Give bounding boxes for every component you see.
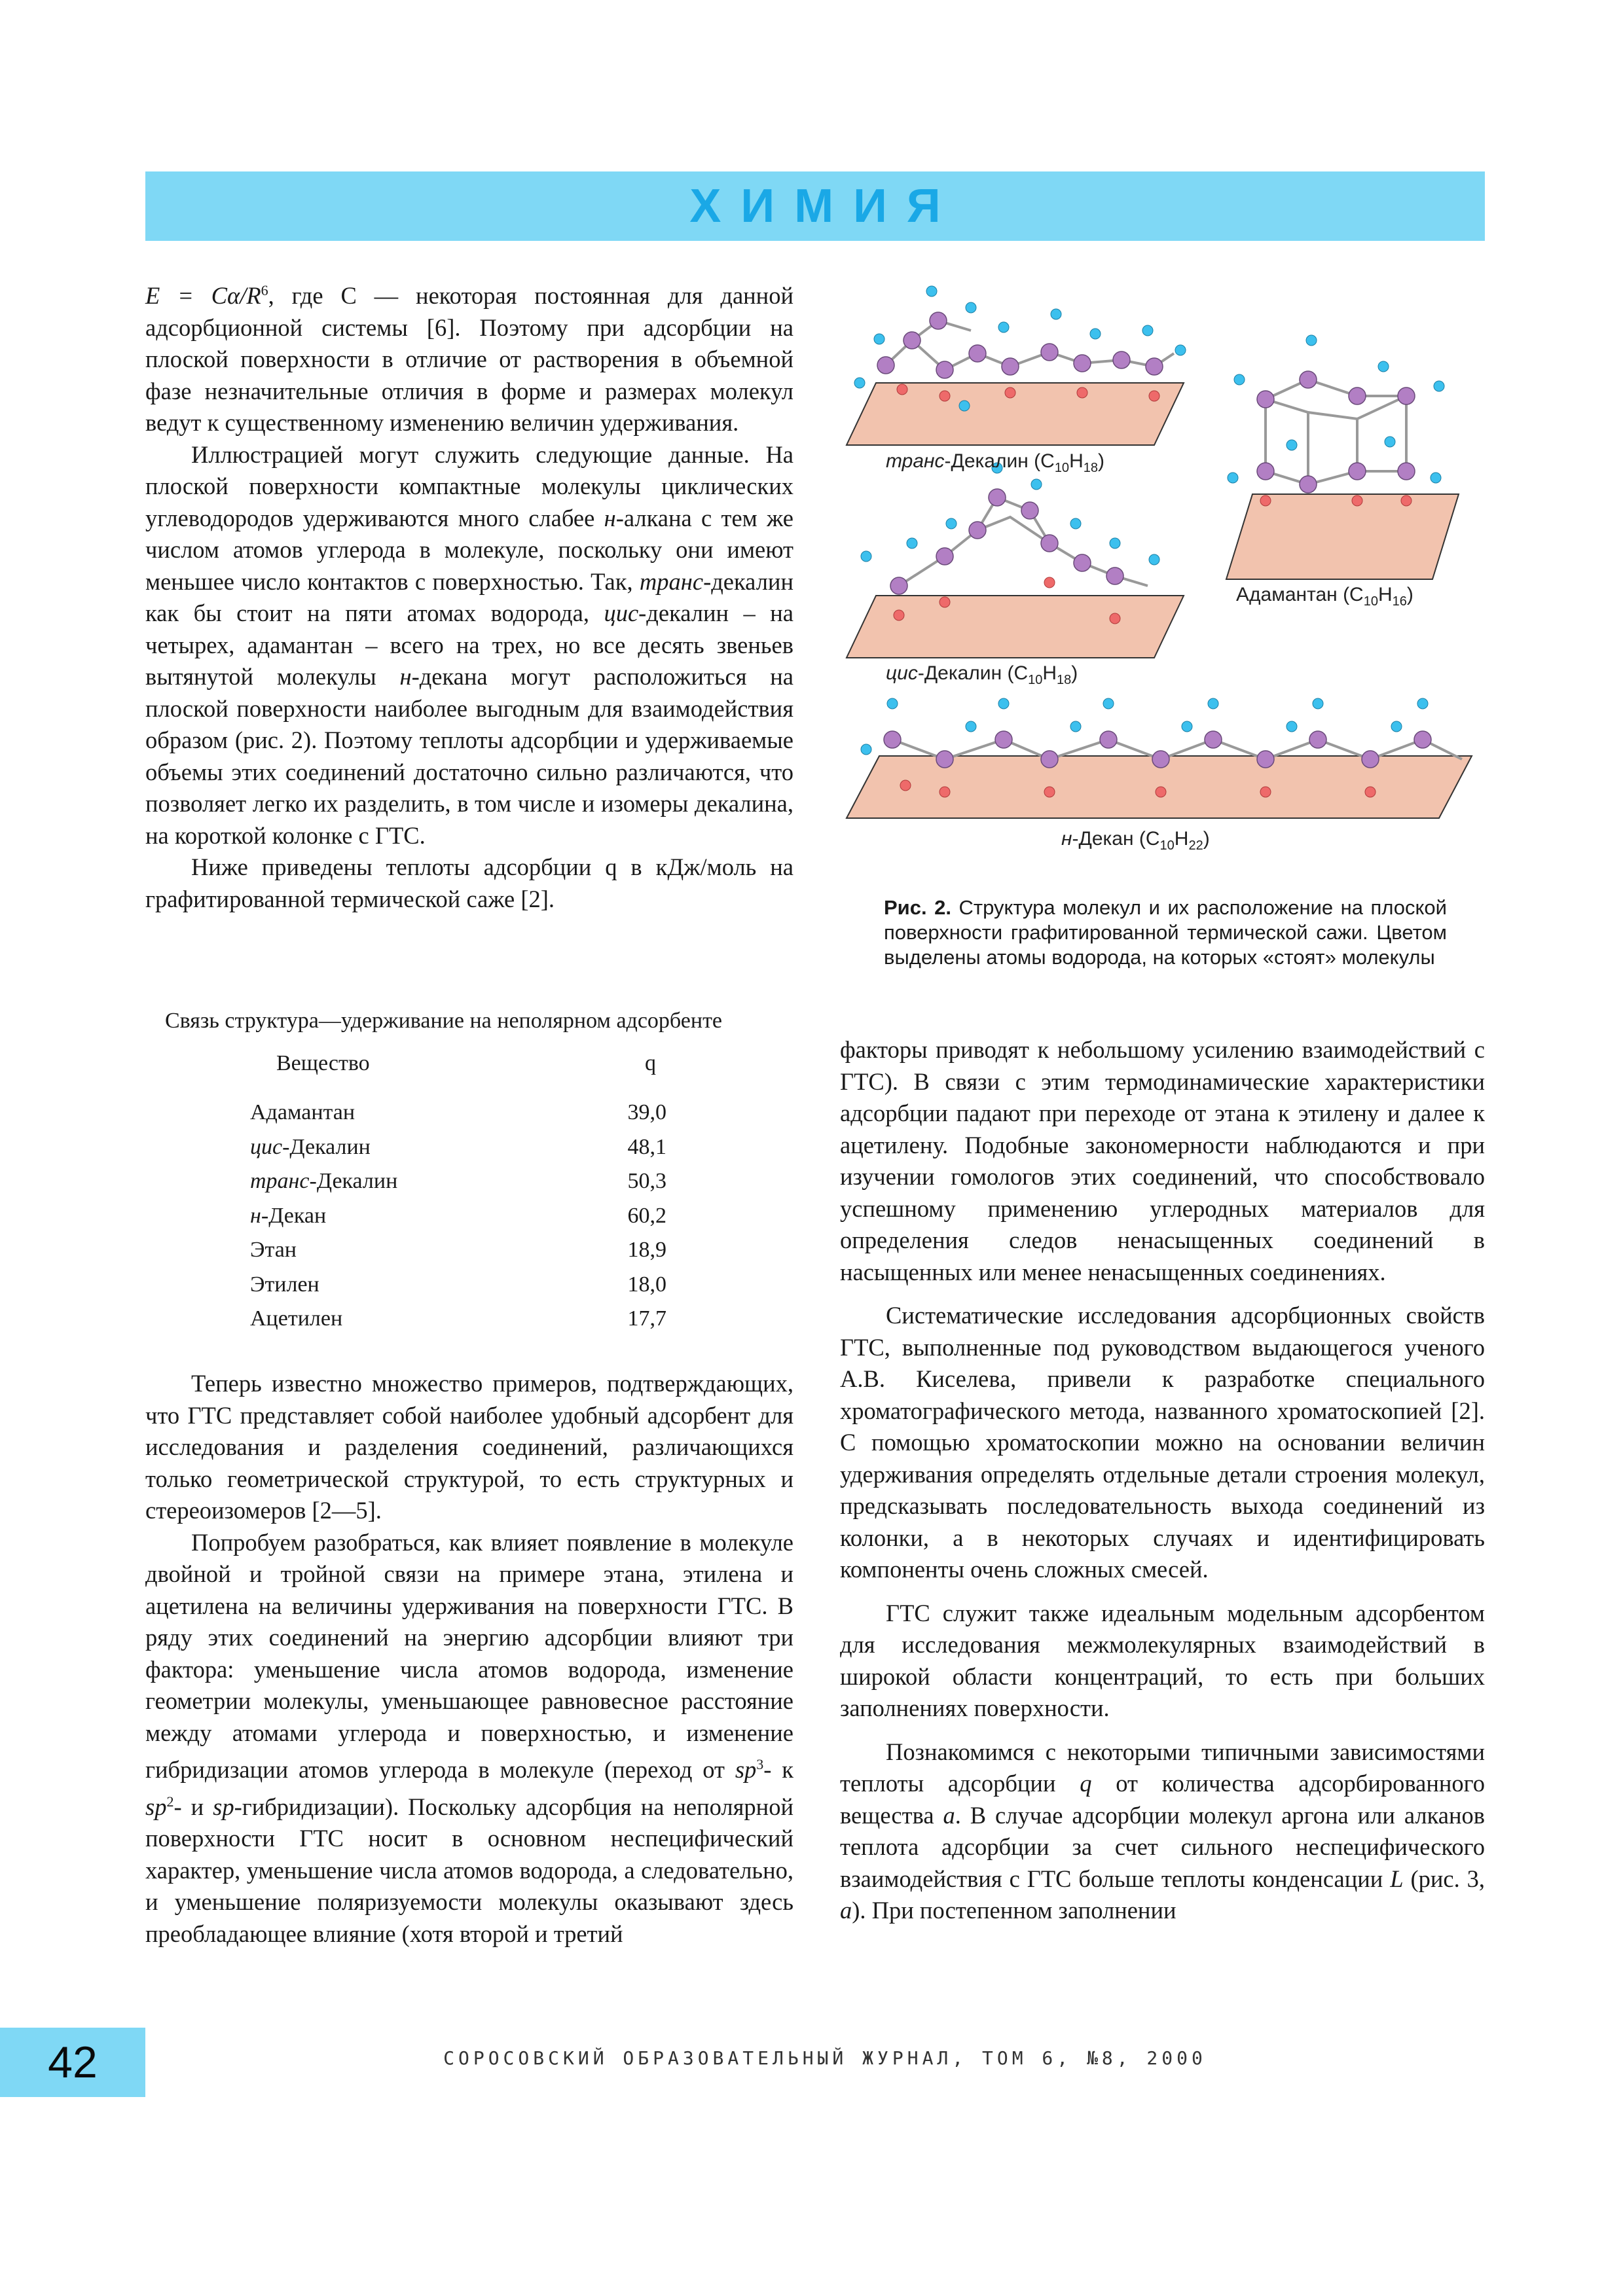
cell-q: 18,0 bbox=[627, 1272, 666, 1297]
paragraph: Попробуем разобраться, как влияет появление в молекуле двойной и тройной связи на примере этана, этилена и ацетилена на величины удерживания на поверхности ГТС. В ряду этих соединений на энергию адсорбции влияют три фактора: уменьшение числа атомов водорода, изменение геометрии молекулы, уменьшающее равновесное расстояние между атомами углерода и поверхностью, и изменение гибридизации атомов углерода в молекуле (переход от $sp^3-$ к $sp^2-$ и sp-гибридизации). Поскольку адсорбция на неполярной поверхности ГТС носит в основном неспецифический характер, уменьшение числа атомов водорода, а следовательно, и уменьшение поляризуемости молекулы оказывают здесь преобладающее влияние (хотя второй и третий bbox=[145, 1528, 794, 1947]
section-title: ХИМИЯ bbox=[689, 180, 960, 232]
left-column-bottom bbox=[145, 1368, 793, 1950]
paragraph: факторы приводят к небольшому усилению взаимодействий с ГТС). В связи с этим термодинамические характеристики адсорбции падают при переходе от этана к этилену и далее к ацетилену. Подобные закономерности наблюдаются и при изучении гомологов этих соединений, что способствовало успешному применению углеродных материалов для определения следов ненасыщенных соединений в насыщенных или менее ненасыщенных соединениях. bbox=[840, 1036, 1485, 1285]
cell-substance: цис-Декалин bbox=[250, 1134, 371, 1159]
cell-substance: н-Декан bbox=[250, 1203, 327, 1228]
section-header bbox=[145, 171, 1485, 241]
cell-q: 39,0 bbox=[627, 1100, 666, 1125]
table-row bbox=[250, 1233, 666, 1268]
cell-substance: Этан bbox=[250, 1238, 297, 1263]
table-row bbox=[250, 1199, 666, 1234]
table-header-row bbox=[250, 1049, 666, 1096]
molecule-illustration bbox=[840, 268, 1485, 857]
label-cis-decalin: цис-Декалин $(C_{10}H_{18})$ bbox=[886, 662, 1078, 687]
paragraph: Иллюстрацией могут служить следующие данные. На плоской поверхности компактные молекулы циклических углеводородов удерживаются много слабее н-алкана с тем же числом атомов углерода в молекуле, поскольку они имеют меньшее число контактов с поверхностью. Так, транс-декалин как бы стоит на пяти атомах водорода, цис-декалин – на четырех, адамантан – всего на трех, но все десять звеньев вытянутой молекулы н-декана могут расположиться на плоской поверхности наиболее выгодным для взаимодействия образом (рис. 2). Поэтому теплоты адсорбции и удерживаемые объемы этих соединений достаточно сильно различаются, что позволяет легко их разделить, в том числе и изомеры декалина, на короткой колонке с ГТС. bbox=[145, 440, 794, 849]
data-table bbox=[250, 1049, 666, 1336]
paragraph: $E = C\alpha/R^6$, где C — некоторая постоянная для данной адсорбционной системы [6]. Поэтому при адсорбции на плоской поверхности в отличие от растворения в объемной фазе незначительные отличия в форме и размерах молекул ведут к существенному изменению величин удерживания. bbox=[145, 282, 793, 437]
data-table-block bbox=[145, 1007, 793, 1331]
header-q: q bbox=[645, 1051, 656, 1075]
paragraph: Познакомимся с некоторыми типичными зависимостями теплоты адсорбции q от количества адсорбированного вещества a. В случае адсорбции молекул аргона или алканов теплота адсорбции за счет сильного неспецифического взаимодействия с ГТС больше теплоты конденсации L (рис. 3, а). При постепенном заполнении bbox=[840, 1738, 1486, 1924]
cell-q: 60,2 bbox=[627, 1203, 666, 1228]
right-column bbox=[840, 1034, 1485, 1927]
page-number: 42 bbox=[48, 2037, 98, 2087]
header-substance: Вещество bbox=[276, 1051, 370, 1075]
cell-q: 17,7 bbox=[627, 1306, 666, 1331]
label-trans-decalin: транс-Декалин $(C_{10}H_{18})$ bbox=[886, 450, 1104, 475]
table-caption: Связь структура—удерживание на неполярном адсорбенте bbox=[165, 1009, 723, 1033]
cell-q: 18,9 bbox=[627, 1238, 666, 1263]
paragraph: Систематические исследования адсорбционных свойств ГТС, выполненные под руководством выдающегося ученого А.В. Киселева, привели к разработке специального хроматографического метода, названного хроматоскопией [2]. С помощью хроматоскопии можно на основании величин удерживания определять отдельные детали строения молекул, предсказывать последовательность выхода соединений из колонки, а в некоторых случаях и идентифицировать компоненты очень сложных смесей. bbox=[840, 1302, 1485, 1583]
cell-q: 50,3 bbox=[627, 1169, 666, 1194]
cell-q: 48,1 bbox=[627, 1134, 666, 1159]
cell-substance: Ацетилен bbox=[250, 1306, 343, 1331]
table-row bbox=[250, 1130, 666, 1165]
table-row bbox=[250, 1302, 666, 1336]
paragraph: Теперь известно множество примеров, подтверждающих, что ГТС представляет собой наиболее удобный адсорбент для исследования и разделения соединений, различающихся только геометрической структурой, то есть структурных и стереоизомеров [2—5]. bbox=[145, 1370, 793, 1524]
cell-substance: Этилен bbox=[250, 1272, 319, 1297]
cell-substance: Адамантан bbox=[250, 1100, 356, 1125]
left-column-top bbox=[145, 275, 793, 915]
label-n-decane: н-Декан $(C_{10}H_{22})$ bbox=[1061, 828, 1210, 853]
page-number-box bbox=[0, 2028, 145, 2097]
table-row bbox=[250, 1268, 666, 1302]
figure-caption: Рис. 2. Структура молекул и их расположение на плоской поверхности графитированной термической сажи. Цветом выделены атомы водорода, на которых «стоят» молекулы bbox=[884, 896, 1447, 969]
table-row bbox=[250, 1164, 666, 1199]
table-row bbox=[250, 1096, 666, 1130]
cell-substance: транс-Декалин bbox=[250, 1169, 398, 1194]
molecule-figure bbox=[840, 268, 1485, 857]
journal-footer: СОРОСОВСКИЙ ОБРАЗОВАТЕЛЬНЫЙ ЖУРНАЛ, ТОМ 6, №8, 2000 bbox=[443, 2047, 1207, 2069]
paragraph: Ниже приведены теплоты адсорбции q в кДж/моль на графитированной термической саже [2]. bbox=[145, 853, 793, 912]
paragraph: ГТС служит также идеальным модельным адсорбентом для исследования межмолекулярных взаимодействий в широкой области концентраций, то есть при больших заполнениях поверхности. bbox=[840, 1599, 1485, 1721]
label-adamantane: Адамантан $(C_{10}H_{16})$ bbox=[1236, 584, 1413, 609]
